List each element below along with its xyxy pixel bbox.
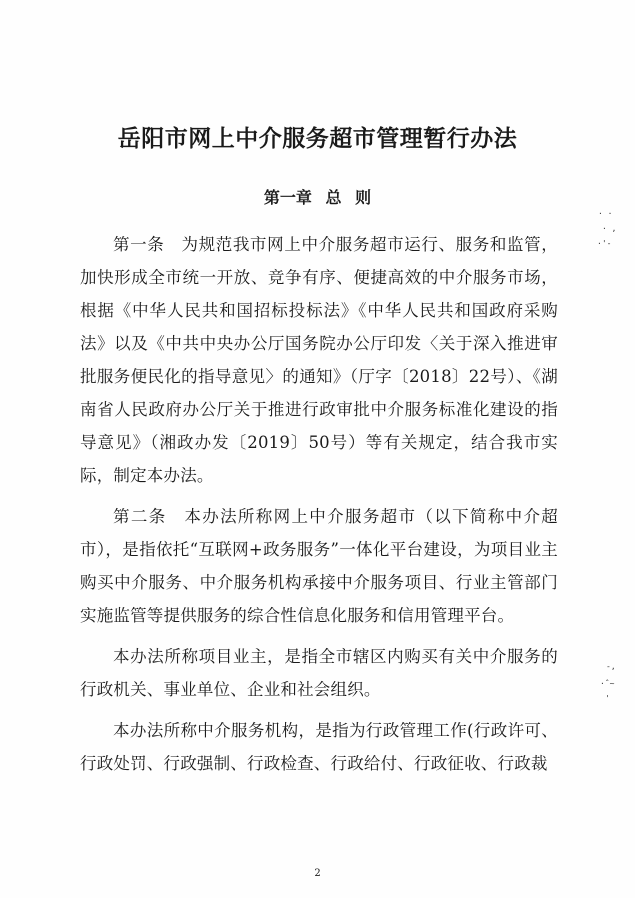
scan-artifact: -, bbox=[606, 662, 616, 671]
scan-artifact: ·ˆ~ bbox=[600, 679, 615, 688]
scan-artifact: · · bbox=[598, 209, 613, 218]
scan-artifact: ·'- bbox=[597, 239, 612, 248]
scan-artifact: · , bbox=[602, 224, 617, 233]
intermediary-agency-definition-paragraph: 本办法所称中介服务机构，是指为行政管理工作(行政许可、行政处罚、行政强制、行政检查、行政给付、行政征收、行政裁 bbox=[80, 721, 558, 773]
document-title: 岳阳市网上中介服务超市管理暂行办法 bbox=[117, 126, 518, 152]
article-2-paragraph: 第二条 本办法所称网上中介服务超市（以下简称中介超市），是指依托“互联网+政务服务”一体化平台建设，为项目业主购买中介服务、中介服务机构承接中介服务项目、行业主管部门实施监管等提供服务的综合性信息化服务和信用管理平台。 bbox=[80, 507, 558, 625]
document-body bbox=[80, 228, 558, 788]
project-owner-definition-paragraph: 本办法所称项目业主，是指全市辖区内购买有关中介服务的行政机关、事业单位、企业和社会组织。 bbox=[80, 647, 558, 699]
chapter-heading: 第一章 总 则 bbox=[263, 188, 372, 207]
page-number: 2 bbox=[314, 868, 321, 879]
scan-artifact: ' bbox=[605, 694, 610, 703]
article-1-paragraph: 第一条 为规范我市网上中介服务超市运行、服务和监管，加快形成全市统一开放、竞争有序、便捷高效的中介服务市场，根据《中华人民共和国招标投标法》《中华人民共和国政府采购法》以及《中共中央办公厅国务院办公厅印发〈关于深入推进审批服务便民化的指导意见〉的通知》（厅字〔2018〕22号）、《湖南省人民政府办公厅关于推进行政审批中介服务标准化建设的指导意见》（湘政办发〔2019〕50号）等有关规定，结合我市实际，制定本办法。 bbox=[80, 235, 558, 485]
